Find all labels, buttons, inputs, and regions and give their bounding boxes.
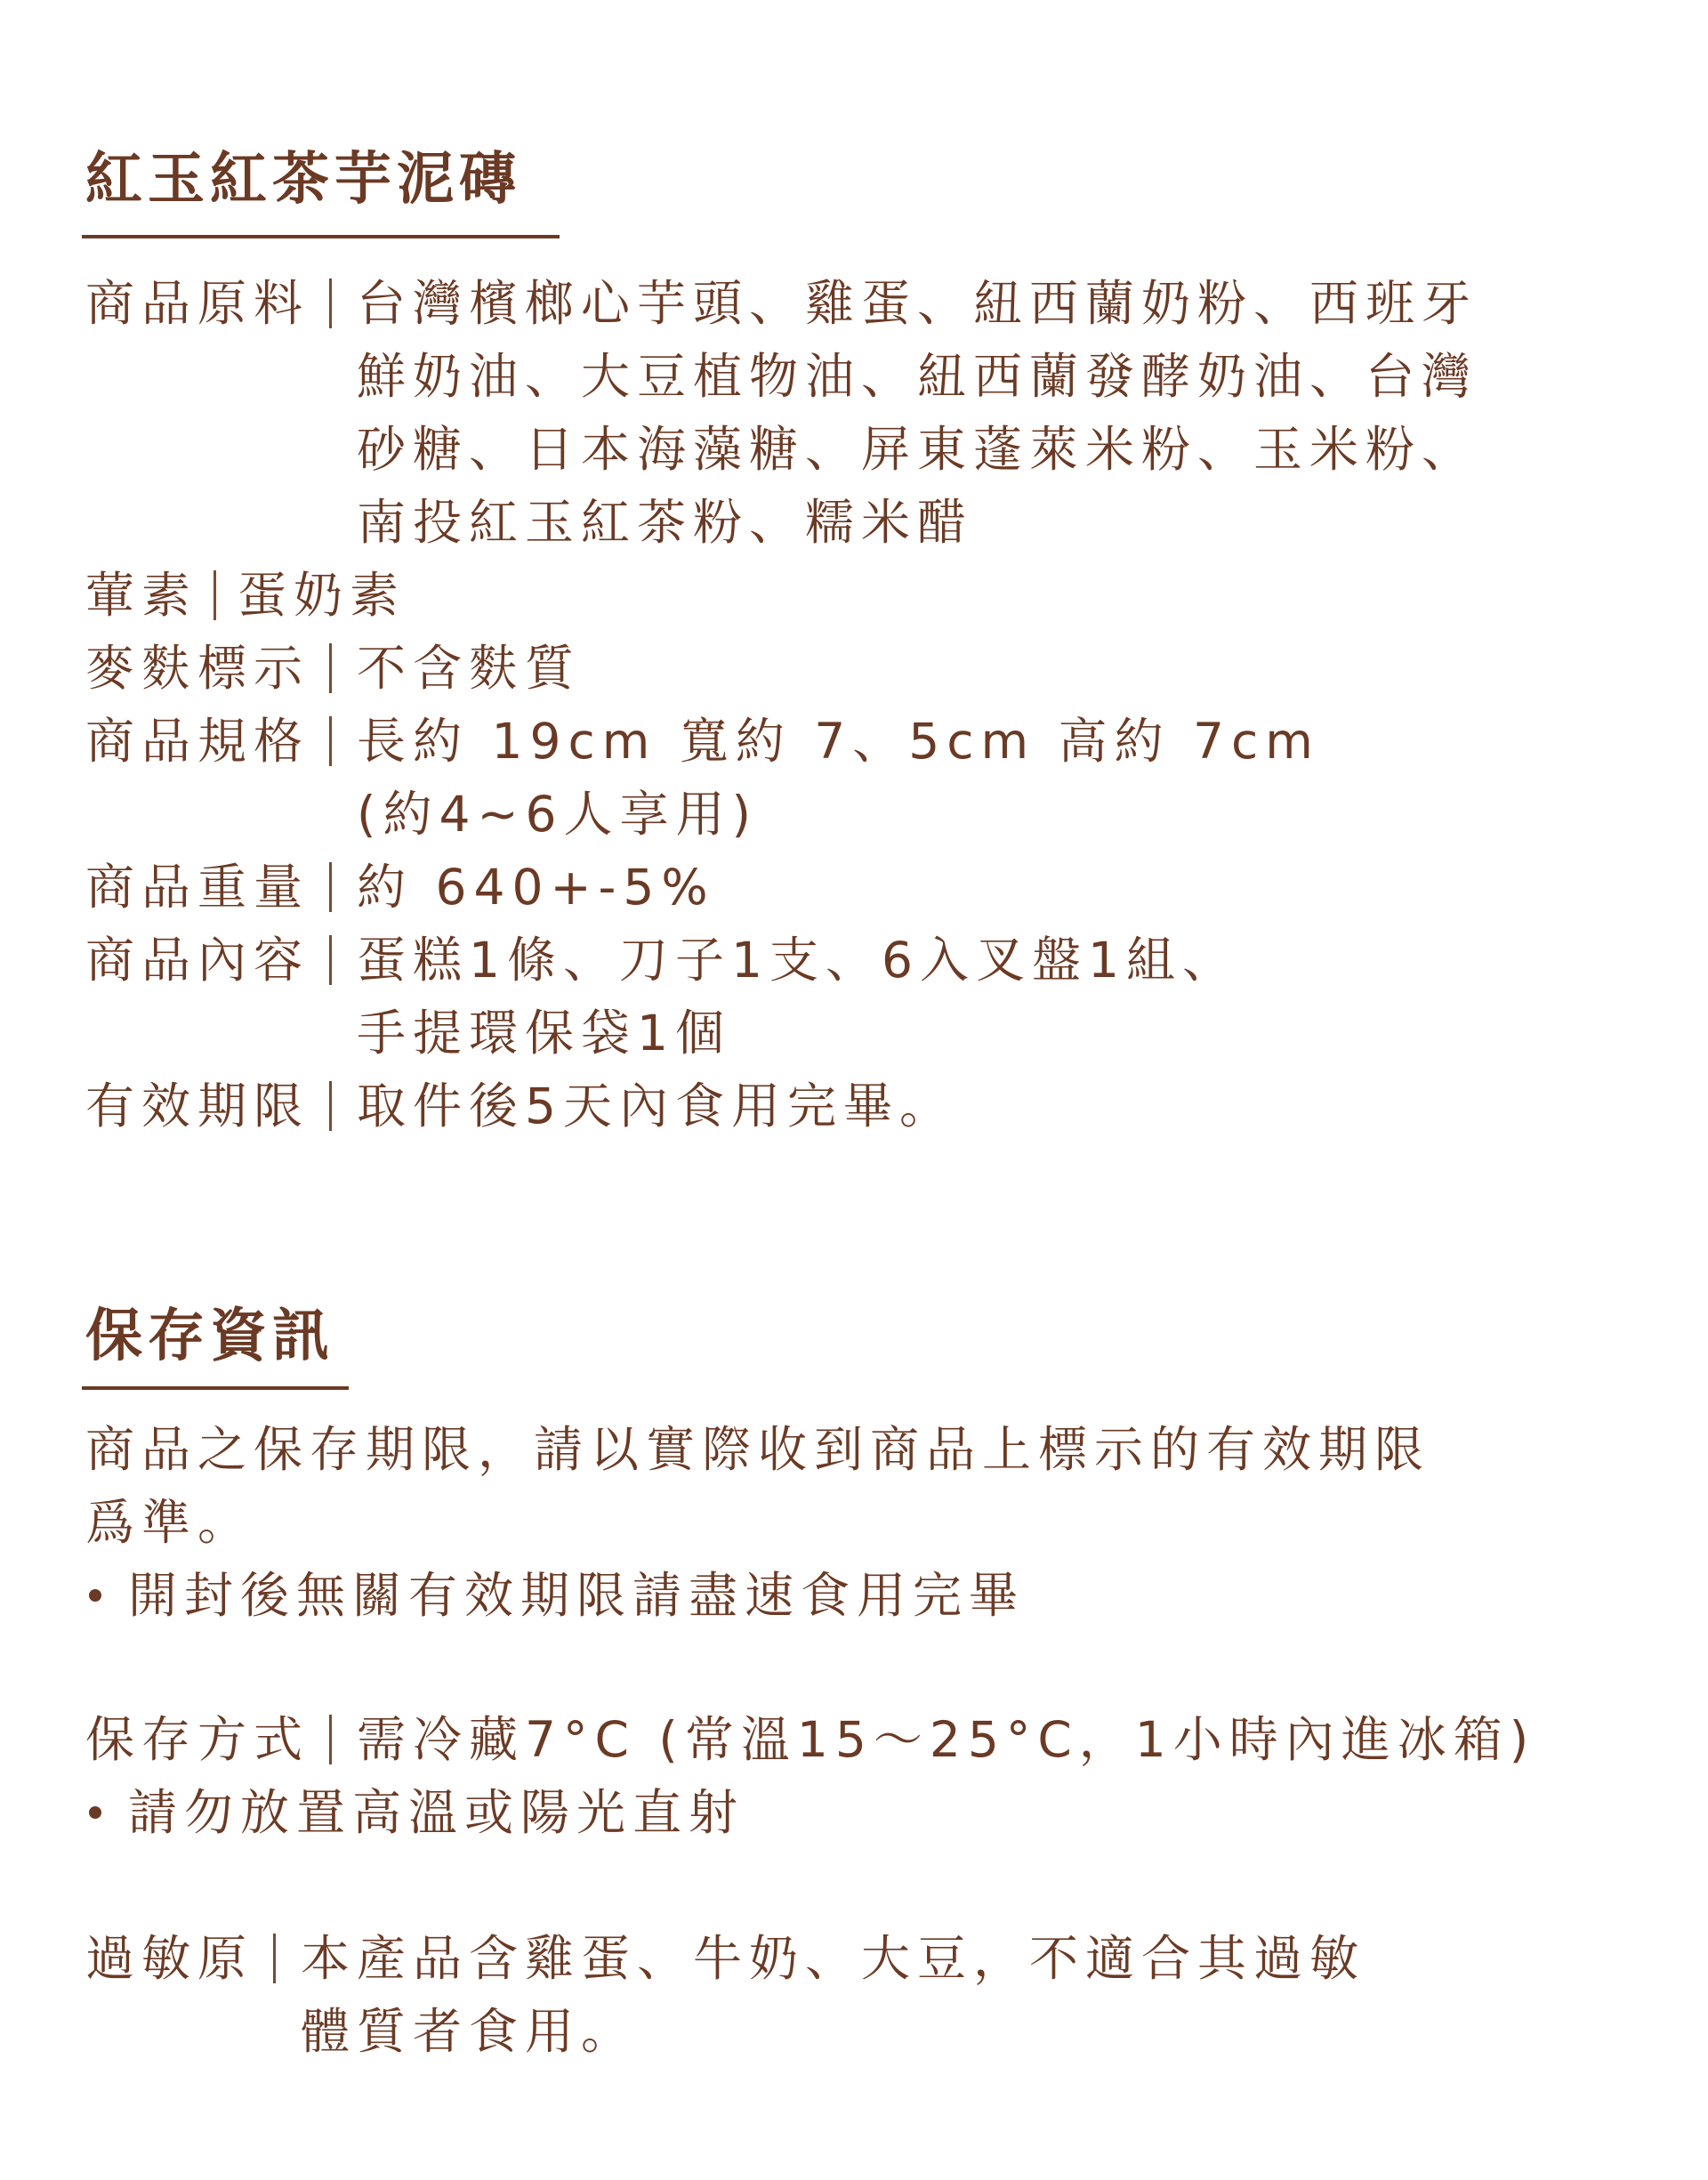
- expiry-row: [85, 1070, 955, 1142]
- allergen-row: [85, 1922, 1366, 2068]
- gluten-value: [357, 632, 581, 705]
- gluten-line: 不含麩質: [357, 640, 582, 697]
- storage-intro-line: 爲準。: [85, 1494, 254, 1551]
- expiry-label: 有效期限: [85, 1078, 310, 1134]
- storage-intro-line: 商品之保存期限，請以實際收到商品上標示的有效期限: [85, 1421, 1431, 1478]
- allergen-value: [301, 1922, 1366, 2068]
- diet-row: [85, 559, 406, 632]
- contents-value: [357, 924, 1238, 1070]
- gluten-label: 麥麩標示: [85, 640, 310, 697]
- allergen-line: 體質者食用。: [301, 2003, 638, 2060]
- product-title: 紅玉紅茶芋泥磚: [85, 147, 521, 213]
- contents-line: 蛋糕1條、刀子1支、6入叉盤1組、: [357, 932, 1238, 989]
- storage-bullet-heat: [85, 1776, 745, 1849]
- size-line: (約4~6人享用): [357, 786, 759, 843]
- ingredients-line: 南投紅玉紅茶粉、糯米醋: [357, 494, 974, 551]
- allergen-label: 過敏原: [85, 1930, 254, 1987]
- storage-method-row: [85, 1703, 1535, 1776]
- contents-row: [85, 924, 1238, 1070]
- storage-method-value: [357, 1703, 1535, 1776]
- gluten-row: [85, 632, 581, 705]
- bullet-icon: [89, 1806, 101, 1819]
- diet-line: 蛋奶素: [238, 567, 407, 624]
- size-row: [85, 705, 1320, 851]
- separator: [214, 570, 216, 620]
- separator: [329, 1715, 332, 1764]
- separator: [329, 716, 332, 766]
- bullet-text: 請勿放置高溫或陽光直射: [128, 1784, 745, 1841]
- ingredients-line: 台灣檳榔心芋頭、雞蛋、紐西蘭奶粉、西班牙: [357, 275, 1478, 332]
- separator: [329, 279, 332, 328]
- ingredients-row: [85, 267, 1478, 559]
- size-value: [357, 705, 1320, 851]
- contents-line: 手提環保袋1個: [357, 1005, 732, 1062]
- weight-value: [357, 851, 715, 924]
- separator: [273, 1934, 276, 1983]
- ingredients-value: [357, 267, 1478, 559]
- diet-label: 葷素: [85, 567, 198, 624]
- weight-row: [85, 851, 715, 924]
- separator: [329, 1081, 332, 1131]
- ingredients-label: 商品原料: [85, 275, 310, 332]
- expiry-line: 取件後5天內食用完畢。: [357, 1078, 956, 1134]
- size-label: 商品規格: [85, 713, 310, 770]
- weight-line: 約 640+-5%: [357, 859, 715, 916]
- separator: [329, 862, 332, 912]
- separator: [329, 643, 332, 693]
- weight-label: 商品重量: [85, 859, 310, 916]
- product-title-underline: [82, 235, 560, 238]
- expiry-value: [357, 1070, 955, 1142]
- diet-value: [238, 559, 406, 632]
- bullet-icon: [89, 1589, 101, 1602]
- storage-bullet-opened: [85, 1559, 1025, 1632]
- storage-title-underline: [82, 1386, 349, 1390]
- allergen-line: 本產品含雞蛋、牛奶、大豆，不適合其過敏: [301, 1930, 1366, 1987]
- ingredients-line: 鮮奶油、大豆植物油、紐西蘭發酵奶油、台灣: [357, 348, 1478, 405]
- bullet-text: 開封後無關有效期限請盡速食用完畢: [128, 1567, 1026, 1624]
- contents-label: 商品內容: [85, 932, 310, 989]
- storage-method-line: 需冷藏7°C (常溫15～25°C，1小時內進冰箱): [357, 1711, 1536, 1768]
- ingredients-line: 砂糖、日本海藻糖、屏東蓬萊米粉、玉米粉、: [357, 421, 1478, 478]
- storage-method-label: 保存方式: [85, 1711, 310, 1768]
- size-line: 長約 19cm 寬約 7、5cm 高約 7cm: [357, 713, 1320, 770]
- storage-title: 保存資訊: [85, 1304, 334, 1369]
- separator: [329, 935, 332, 985]
